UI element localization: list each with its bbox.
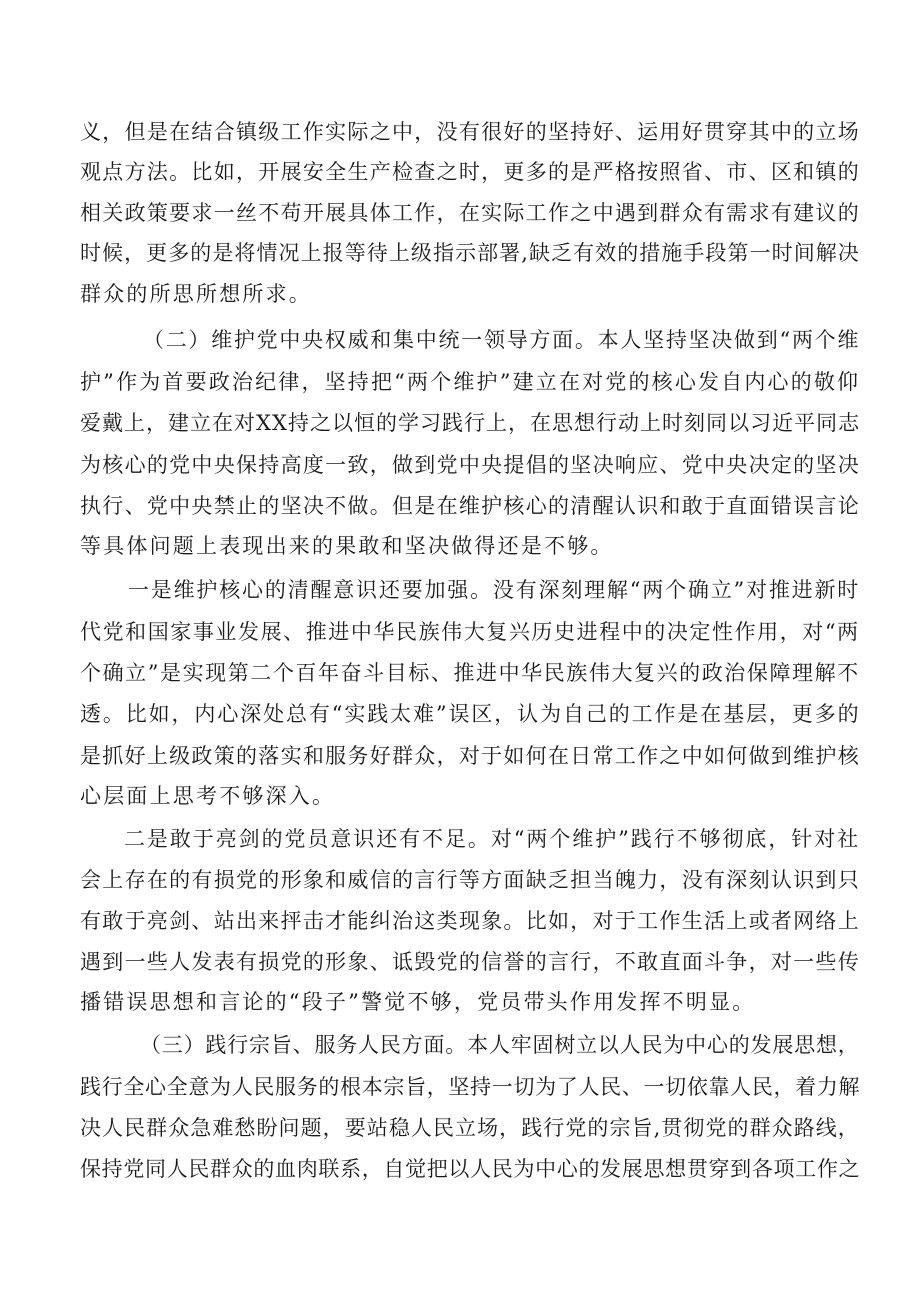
- text-line: 等具体问题上表现出来的果敢和坚决做得还是不够。: [80, 534, 614, 558]
- text-line: 个确立”是实现第二个百年奋斗目标、推进中华民族伟大复兴的政治保障理解不: [80, 661, 860, 685]
- section-heading-two: （二）维护党中央权威和集中统一领导方面。本人坚持坚决做到“两个维: [143, 328, 861, 352]
- text-line: 会上存在的有损党的形象和威信的言行等方面缺乏担当魄力，没有深刻认识到只: [80, 868, 860, 892]
- text-line: 有敢于亮剑、站出来抨击才能纠治这类现象。比如，对于工作生活上或者网络上: [80, 909, 860, 933]
- text-line: 践行全心全意为人民服务的根本宗旨，坚持一切为了人民、一切依靠人民，着力解: [80, 1075, 861, 1099]
- paragraph-point-two: 二是敢于亮剑的党员意识还有不足。对“两个维护”践行不够彻底，针对社: [124, 827, 861, 851]
- text-line: 决人民群众急难愁盼问题，要站稳人民立场，践行党的宗旨,贯彻党的群众路线，: [80, 1116, 860, 1140]
- text-line: 为核心的党中央保持高度一致，做到党中央提倡的坚决响应、党中央决定的坚决: [80, 453, 860, 477]
- text-line: 遇到一些人发表有损党的形象、诋毁党的信誉的言行，不敢直面斗争，对一些传: [80, 950, 860, 974]
- text-line: 义，但是在结合镇级工作实际之中，没有很好的坚持好、运用好贯穿其中的立场: [80, 120, 860, 144]
- text-line: 爱戴上，建立在对XX持之以恒的学习践行上，在思想行动上时刻同以习近平同志: [80, 411, 861, 435]
- text-line: 透。比如，内心深处总有“实践太难”误区，认为自己的工作是在基层，更多的: [80, 702, 861, 726]
- text-line: 时候，更多的是将情况上报等待上级指示部署,缺乏有效的措施手段第一时间解决: [80, 241, 860, 265]
- text-line: 执行、党中央禁止的坚决不做。但是在维护核心的清醒认识和敢于直面错误言论: [80, 494, 860, 518]
- text-line: 是抓好上级政策的落实和服务好群众，对于如何在日常工作之中如何做到维护核: [80, 744, 860, 768]
- text-line: 相关政策要求一丝不苟开展具体工作，在实际工作之中遇到群众有需求有建议的: [80, 201, 860, 225]
- text-line: 观点方法。比如，开展安全生产检查之时，更多的是严格按照省、市、区和镇的: [80, 160, 860, 184]
- text-line: 保持党同人民群众的血肉联系，自觉把以人民为中心的发展思想贯穿到各项工作之: [80, 1157, 861, 1181]
- text-line: 播错误思想和言论的“段子”警觉不够，党员带头作用发挥不明显。: [80, 990, 756, 1014]
- text-line: 护”作为首要政治纪律，坚持把“两个维护”建立在对党的核心发自内心的敬仰: [80, 370, 861, 394]
- text-line: 代党和国家事业发展、推进中华民族伟大复兴历史进程中的决定性作用，对“两: [80, 620, 860, 644]
- text-line: 群众的所思所想所求。: [80, 282, 312, 306]
- section-heading-three: （三）践行宗旨、服务人民方面。本人牢固树立以人民为中心的发展思想，: [140, 1033, 860, 1057]
- text-line: 心层面上思考不够深入。: [80, 784, 336, 808]
- paragraph-point-one: 一是维护核心的清醒意识还要加强。没有深刻理解“两个确立”对推进新时: [128, 578, 861, 602]
